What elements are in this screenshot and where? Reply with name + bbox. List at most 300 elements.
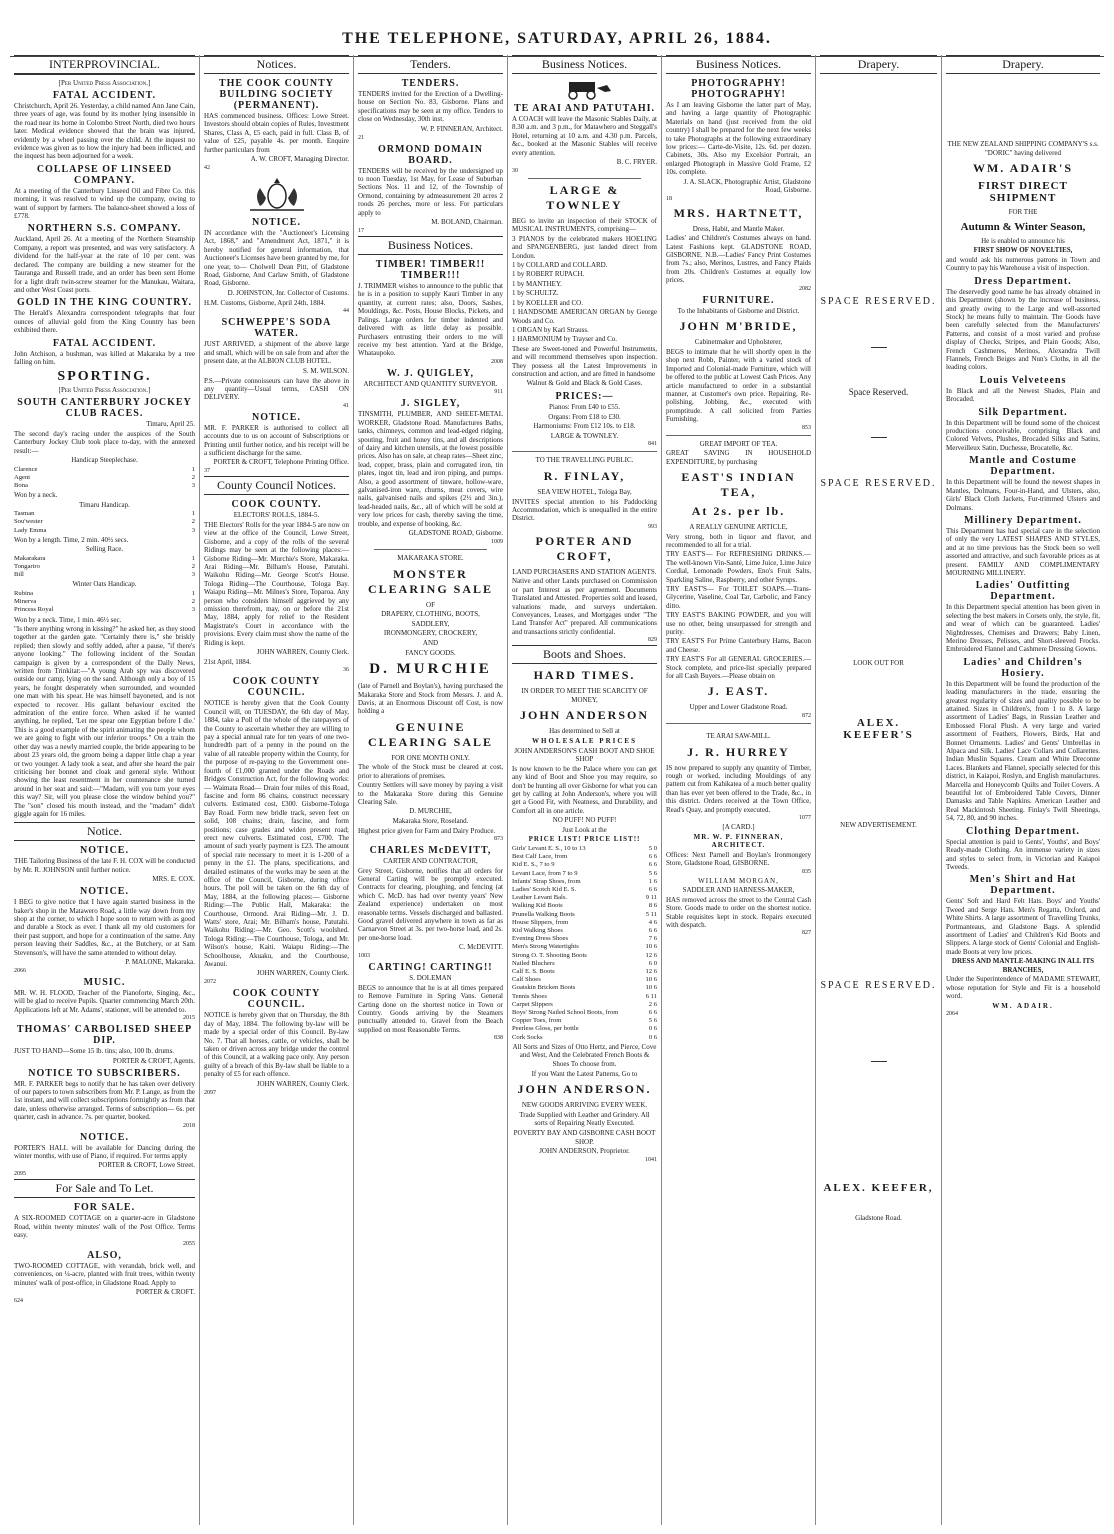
item-price: 2 6	[648, 1000, 657, 1008]
ad-number: 1041	[645, 1156, 657, 1163]
notice-title: SCHWEPPE'S SODA WATER.	[221, 317, 332, 340]
notice-title: [A CARD.]	[722, 823, 755, 832]
column-interprovincial	[10, 55, 200, 1525]
divider	[666, 723, 811, 724]
lookout-line: LOOK OUT FOR	[853, 658, 904, 667]
notice-title: THE COOK COUNTY BUILDING SOCIETY (PERMANENT).	[218, 78, 334, 111]
race-row	[14, 527, 195, 535]
notice-body: Ladies' and Children's Costumes always on hand. Latest Fashions kept. GLADSTONE ROAD, GISBORNE. N.B.—Ladies' Fancy Print Costumes from 7s.; also, Merinos, Lustres, and Fancy Plaids from 20s. Children's Costumes at equally low prices.	[666, 234, 811, 285]
notice-body: TENDERS will be received by the undersigned up to noon Tuesday, 1st May, for Lease of Suburban Sections Nos. 11 and 12, of the Township of Ormond, containing by admeasurement 20 acres 2 roods 26 perches, more or less. For particulars apply to	[358, 166, 503, 217]
instrument-item: 1 by SCHULTZ.	[512, 289, 559, 298]
notice-title: ALSO,	[87, 1249, 122, 1261]
price-row	[512, 845, 657, 853]
notice-body: These are Sweet-toned and Powerful Instruments, and will recommend themselves upon inspection. They possess all the Latest Improvements in construction and action, and are fitted in handsome	[512, 344, 657, 378]
notice-body: Offices: Next Parnell and Boylan's Ironmongery Store, Gladstone Road, GISBORNE.	[666, 850, 811, 868]
notice-title: COOK COUNTY.	[231, 499, 322, 511]
notice-title: NOTICE.	[80, 886, 129, 898]
department-title: Louis Velveteens	[979, 374, 1067, 386]
merchant-location: Gladstone Road.	[855, 1213, 902, 1222]
item-name: Leather Levant Bals.	[512, 894, 568, 902]
column-business-2	[662, 55, 816, 1525]
notice-body: MR. F. PARKER begs to notify that he has taken over delivery of our papers to town subscribers from Mr. P. Lange, as from the 1st instant, and will collect subscriptions fortnightly as from that date, unless otherwise arranged. Terms of subscription— 6s. per quarter, cash in advance. 7s. per quarter, booked.	[14, 1079, 195, 1122]
signature: JOHN WARREN, County Clerk.	[256, 648, 349, 657]
column-heading: Notices.	[204, 55, 349, 74]
merchant-name: ALEX. KEEFER'S	[843, 717, 914, 742]
department-title: Dress Department.	[974, 275, 1072, 287]
notice-body: BEG to invite an inspection of their STOCK of MUSICAL INSTRUMENTS, comprising—	[512, 217, 657, 234]
notice-title: GREAT IMPORT OF TEA.	[699, 439, 778, 448]
placing: 1	[191, 554, 195, 562]
item-price: 12 6	[645, 951, 657, 959]
department-title: Ladies' Outfitting Department.	[975, 580, 1071, 603]
newspaper-columns	[10, 55, 1104, 1525]
cases-line: Walnut & Gold and Black & Gold Cases.	[526, 379, 643, 388]
price-row	[512, 1017, 657, 1025]
department-body: In this Department will be found the newest shapes in Mantles, Dolmans, Four-in-Hand, and Ulsters, also, Girls' Black Cloth Jackets, Fur-trimmed Ulsters and Dolmans.	[946, 478, 1100, 512]
sale-goods-list	[358, 610, 503, 657]
section-heading-sporting: SPORTING.	[57, 369, 152, 385]
article-title: GOLD IN THE KING COUNTRY.	[17, 297, 192, 309]
department-body: In Black and all the Newest Shades, Plain and Brocaded.	[946, 386, 1100, 404]
notice-body: BEGS to announce that he is at all times prepared to Remove Furniture in Spring Vans. General Carting done on the shortest notice in Town or Country. Goods arriving by the Steamers punctually attended to. Gravel from the Beach supplied on most Reasonable Terms.	[358, 983, 503, 1034]
article-title: FATAL ACCIDENT.	[52, 337, 157, 349]
ad-number: 2015	[183, 1015, 195, 1022]
price-row	[512, 993, 657, 1001]
notice-body: HAS commenced business. Offices: Lowe Street. Investors should obtain copies of Rules, Investment Shares, Class A, £5 each, paid in full. Class B, of value of £25, payable 4s. per month. Enquire further particulars from	[204, 112, 349, 154]
notice-body: THE Tailoring Business of the late F. H. COX will be conducted by Mr. R. JOHNSON until further notice.	[14, 857, 195, 874]
merchant-name: JOHN M'BRIDE,	[679, 319, 798, 334]
merchant-name: EAST'S INDIAN TEA,	[681, 469, 796, 499]
signature: P. MALONE, Makaraka.	[125, 958, 195, 966]
notice-body: (late of Parnell and Boylan's), having purchased the Makaraka Store and Stock from Messrs. J. and A. Davis, at an Enormous Discount off Cost, is now holding a	[358, 682, 503, 716]
merchant-name: WM. ADAIR'S	[972, 161, 1073, 176]
placing: 1	[191, 510, 195, 518]
placing: 3	[191, 481, 195, 489]
item-name: Strong O. T. Shooting Boots	[512, 951, 587, 959]
ad-number: 2097	[204, 1089, 216, 1096]
price-row	[512, 911, 657, 919]
space-reserved: Space Reserved.	[848, 387, 909, 397]
article-title: SOUTH CANTERBURY JOCKEY CLUB RACES.	[17, 397, 192, 420]
item-price: 10 6	[645, 984, 657, 992]
department-title: Mantle and Costume Department.	[969, 455, 1077, 478]
price-item: Pianos: From £40 to £55.	[549, 402, 620, 411]
notice-title: NOTICE.	[252, 217, 301, 229]
price-row	[512, 935, 657, 943]
notice-title: MUSIC.	[83, 977, 126, 988]
ad-number: 2064	[946, 1011, 958, 1018]
department-body: In this Department will be found the production of the leading manufacturers in the trade, ensuring the greatest regularity of sizes and quality possible to be attained. Sizes in Children's, from 1 to 8. A large assortment of Ladies' Bags, in Russian Leather and Embossed Floral Plush. A very large and varied assortment of Feathers, Flowers, Birds, Hat and Bonnet Ornaments. Ladies' and Gents' Umbrellas in Alpaca and Silk. Ladies' Lace Collars and Collarettes. Indian Muslin Squares. Cream and White Dreconne Laces. Blankets and Flannel, specially selected for this district, in Kaiapoi, Roslyn, and English manufactures. Marcella and Honeycomb Quilts and Toilet Covers. A beautiful lot of Embroidered Table Covers, Dinner Damasks and Table Napkins. American Leather and Real Mackintosh Sheeting. Finlay's Twill Sheetings, 54, 72, 80, and 90 inches.	[946, 679, 1100, 823]
ad-number: 17	[358, 228, 364, 235]
merchant-name: LARGE & TOWNLEY	[546, 183, 623, 213]
price-item: Harmoniums: From £12 10s. to £18.	[533, 422, 636, 431]
item-name: Men's Strong Watertights	[512, 943, 579, 951]
race-name: Winter Oats Handicap.	[72, 580, 137, 589]
signature: MRS. E. COX.	[152, 875, 195, 884]
sale-duration: FOR ONE MONTH ONLY.	[391, 753, 470, 762]
signature: W. P. FINNERAN, Architect.	[420, 124, 503, 133]
race-row	[14, 563, 195, 571]
instrument-item: 1 by COLLARD and COLLARD.	[512, 261, 608, 270]
puff-line: NO PUFF! NO PUFF!	[552, 816, 617, 825]
divider	[871, 347, 887, 348]
race-note: Won by a length. Time, 2 min. 40½ secs.	[14, 535, 129, 544]
masthead-title: THE TELEPHONE, SATURDAY, APRIL 26, 1884.	[342, 30, 772, 47]
price-row	[512, 968, 657, 976]
notice-subtitle: A REALLY GENUINE ARTICLE,	[689, 522, 788, 531]
item-price: 4 6	[648, 918, 657, 926]
merchant-name: J. EAST.	[707, 684, 770, 699]
ad-number: 18	[666, 195, 672, 202]
article-title: FATAL ACCIDENT.	[52, 90, 157, 101]
price-list-heading: PRICE LIST! PRICE LIST!!	[528, 835, 641, 844]
notice-body: A COACH will leave the Masonic Stables Daily, at 8.30 a.m. and 3 p.m., for Matawhero and Steggall's Hotel, returning at 10 a.m. and 4.30 p.m. Parcels, &c., booked at the Masonic Stables will receive every attention.	[512, 115, 657, 157]
coach-icon	[555, 78, 615, 100]
item-name: Kid Walking Shoes	[512, 926, 563, 934]
item-name: Tennis Shoes	[512, 992, 547, 1000]
ad-number: 873	[494, 836, 503, 842]
masthead	[0, 0, 1114, 52]
notice-body: Trade Supplied with Leather and Grindery. All sorts of Repairing Neatly Executed.	[519, 1110, 650, 1128]
sale-goods-line: AND	[422, 638, 439, 647]
column-heading: Tenders.	[358, 55, 503, 74]
item-name: Infants' Strap Shoes, from	[512, 877, 581, 885]
instrument-item: 1 HARMONIUM by Trayser and Co.	[512, 335, 618, 344]
sale-of: OF	[426, 600, 435, 609]
item-price: 7 6	[648, 935, 657, 943]
merchant-name: JOHN ANDERSON	[519, 708, 649, 723]
item-price: 8 6	[648, 902, 657, 910]
notice-title: FOR SALE.	[73, 1202, 136, 1214]
price-row	[512, 984, 657, 992]
item-name: Boys' Strong Nailed School Boots, from	[512, 1009, 619, 1016]
notice-body: TWO-ROOMED COTTAGE, with verandah, brick well, and conveniences, on ¼-acre, planted with fruit trees, within twenty minutes' walk of post-office, in Gladstone Road. Apply to	[14, 1261, 195, 1287]
horse-name: Clarence	[14, 465, 38, 473]
item-price: 0 6	[648, 1033, 657, 1041]
item-name: Calf E. S. Boots	[512, 967, 555, 975]
ad-number: 2066	[14, 968, 26, 974]
instrument-item: 1 by KOELLER and CO.	[512, 298, 583, 307]
sale-goods-line: SADDLERY,	[411, 619, 450, 628]
merchant-name: MRS. HARTNETT,	[673, 205, 804, 220]
ad-number: 30	[512, 168, 518, 175]
race-row	[14, 518, 195, 526]
dateline: 21st April, 1884.	[204, 658, 252, 667]
try-easts-item: TRY EAST'S BAKING POWDER, and you will use no other, being unsurpassed for strength and purity.	[666, 611, 811, 636]
item-price: 10 6	[645, 976, 657, 984]
department-body: In this Department will be found some of the choicest productions conceivable, comprising Black and Colored Velvets, Plushes, Brocaded Silks and Satins, Merveilleux Satin, Duchesse, Brocatelle, &c.	[946, 418, 1100, 452]
item-price: 5 6	[648, 1017, 657, 1025]
instrument-list	[512, 235, 657, 344]
tea-price: At 2s. per lb.	[691, 503, 786, 518]
signature: JOHN ANDERSON, Proprietor.	[539, 1147, 630, 1156]
notice-body: TENDERS invited for the Erection of a Dwelling-house on Section No. 83, Gisborne. Plans and specifications may be seen at my office. Tenders to close on Wednesday, 30th inst.	[358, 90, 503, 124]
horse-name: Tongariro	[14, 562, 40, 570]
notice-body: J. TRIMMER wishes to announce to the public that he is in a position to supply Kauri Timber in any quantity, at current rates; also, Doors, Sashes, Mouldings, &c. Posts, House Blocks, Pickets, and Palings. Large orders for timber indented and delivered with as little delay as possible. Purchasers entrusting their orders to me will receive my best attention. Yard at the Bridge, Whataupoko.	[358, 282, 503, 358]
signature: GLADSTONE ROAD, Gisborne.	[408, 529, 503, 537]
item-name: Girls' Levant E. S., 10 to 13	[512, 844, 586, 852]
notice-body: Has determined to Sell at	[549, 727, 620, 736]
sale-goods-line: IRONMONGERY, CROCKERY,	[383, 629, 478, 638]
ad-number: 853	[802, 424, 811, 431]
notice-subtitle: CARTER AND CONTRACTOR,	[383, 857, 478, 865]
notice-title: NOTICE.	[80, 1131, 129, 1143]
item-price: 6 6	[648, 926, 657, 934]
notice-title: HARD TIMES.	[533, 668, 636, 683]
item-price: 6 0	[648, 959, 657, 967]
ad-number: 41	[343, 402, 349, 409]
item-price: 5 6	[648, 869, 657, 877]
column-heading: Business Notices.	[666, 55, 811, 74]
race-table	[14, 590, 195, 615]
ad-number: 42	[204, 165, 210, 172]
signature: LARGE & TOWNLEY.	[550, 431, 619, 440]
ad-number: 37	[204, 468, 210, 475]
horse-name: Bill	[14, 571, 24, 579]
price-row	[512, 902, 657, 910]
item-price: 9 11	[645, 894, 657, 902]
column-heading: Business Notices.	[512, 55, 657, 74]
instrument-item: 1 by MANTHEY.	[512, 279, 562, 288]
notice-title: NOTICE TO SUBSCRIBERS.	[28, 1067, 181, 1079]
article-body: "Is there anything wrong in kissing?" he asked her, as they stood together at the garden gate. "Certainly there is," she briskly replied; then slowly and softly added, after a pause, "if there's anyone looking." The following incident of the Soudan campaign is given by a correspondent of the Daily News, written from Trinkitat:—"A young Arab spy was discovered outside our camp, lying on the sand. Although only a boy of 15 years, he fought desperately when surrounded, and wounded one man with his spear. He was himself bayoneted, and is not expected to recover. His gallant behaviour excited the admiration of the entire force. When asked if he wanted anything, he replied, 'Let me spear one Egyptian before I die.' This is a good example of the spirit animating the people whom we are going to fight with our inferior troops." On a train the other day was a newly married couple, the bride appearing to be about 23 years old, the groom being a dapper little chap a year or two younger. A lady took a seat, and after she heard the pair criticising her bonnet and cloak and general style. Without showing the least resentment in her countenance she turned around in her seat and said:—"Madam, will you turn your eyes this way? Sir, will you please close the window behind you?" The "son" closed his mouth instead, and the "madam" didn't giggle again for 16 miles.	[14, 625, 195, 818]
notice-body: Native and other Lands purchased on Commission or part Interest as per agreement. Documents Translated and Attested. Properties sold and leased, valuations made, and surveys undertaken. Conveyances, Leases, and Mortgages under "The Land Transfer Act" prepared. All communications and transactions strictly confidential.	[512, 577, 657, 636]
notice-body: THE NEW ZEALAND SHIPPING COMPANY'S s.s. "DORIC" having delivered	[947, 140, 1099, 157]
shipment-headline: FIRST DIRECT SHIPMENT	[978, 180, 1068, 205]
item-name: Cork Socks	[512, 1033, 543, 1041]
race-note: Won by a neck. Time, 1 min. 46½ sec.	[14, 615, 122, 624]
signature: PORTER & CROFT, Telephone Printing Office.	[213, 458, 349, 467]
item-name: Prunella Walking Boots	[512, 910, 575, 918]
space-reserved: SPACE RESERVED.	[820, 296, 937, 307]
notice-body: IN accordance with the "Auctioneer's Licensing Act, 1868," and "Amendment Act, 1871," it is hereby notified for general information, that Auctioneer's Licenses have been granted by me, for one year, to— Cholwell Dean Pitt, of Gladstone Road, Gisborne, And Carlaw Smith, of Gladstone Road, Gisborne.	[204, 229, 349, 288]
notice-body: If you Want the Latest Patterns, Go to	[531, 1069, 638, 1078]
notice-body: Very strong, both in liquor and flavor, and recommended to all for a trial.	[666, 532, 811, 549]
notice-body: JUST ARRIVED, a shipment of the above large and small, which will be on sale from and after the present date, at the ALBION CLUB HOTEL.	[204, 340, 349, 366]
race-row	[14, 482, 195, 490]
notice-body: As I am leaving Gisborne the latter part of May, and having a large quantity of Photographic Materials on hand (just received from the old country) I shall be prepared for the next few weeks to take Photographs at the following extraordinary low prices:— Carte-de-Visite, 12s. 6d. per dozen. Cabinets, 30s. Also my Excelsior Portrait, an enlarged Photograph in Massive Gold Frame, £2 10s. complete.	[666, 101, 811, 177]
department-list	[946, 276, 1100, 956]
column-drapery-adair	[942, 55, 1104, 1525]
race-row	[14, 571, 195, 579]
column-notices	[200, 55, 354, 1525]
price-row	[512, 894, 657, 902]
article-body: The second day's racing under the auspices of the South Canterbury Jockey Club took place to-day, with the annexed result:—	[14, 429, 195, 455]
ad-number: 1003	[358, 953, 370, 960]
column-heading: Drapery.	[946, 55, 1100, 74]
item-name: Walking Kid Boots	[512, 902, 563, 910]
notice-title: COOK COUNTY COUNCIL.	[232, 676, 321, 699]
shop-name: POVERTY BAY AND GISBORNE CASH BOOT SHOP.	[513, 1128, 656, 1146]
item-price: 6 6	[648, 885, 657, 893]
horse-name: Rubina	[14, 589, 34, 597]
price-item: Organs: From £18 to £30.	[548, 412, 621, 421]
article-body: The Herald's Alexandra correspondent telegraphs that four ounces of alluvial gold from the King Country has been exhibited there.	[14, 309, 195, 335]
notice-body: Country Settlers will save money by paying a visit to the Makaraka Store during this Genuine Clearing Sale.	[358, 781, 503, 806]
article-title: COLLAPSE OF LINSEED COMPANY.	[36, 163, 173, 186]
horse-name: Lady Emma	[14, 526, 47, 534]
item-name: Evening Dress Shoes	[512, 935, 569, 943]
placing: 2	[191, 562, 195, 570]
notice-title: TE ARAI AND PATUTAHI.	[513, 103, 655, 114]
placing: 2	[191, 473, 195, 481]
race-row	[14, 598, 195, 606]
notice-body: Under the Superintendence of MADAME STEWART, whose reputation for Style and Fit is a household word.	[946, 975, 1100, 1001]
source-line: [Per United Press Association.]	[58, 79, 151, 87]
column-tenders	[354, 55, 508, 1525]
notice-body: JUST TO HAND—Some 15 lb. tins; also, 100 lb. drums.	[14, 1047, 175, 1056]
notice-subtitle: S. DOLEMAN	[409, 974, 452, 983]
ad-number: 829	[648, 637, 657, 644]
article-title: NORTHERN S.S. COMPANY.	[27, 223, 182, 235]
ad-number: 2055	[183, 1240, 195, 1247]
notice-title: W. J. QUIGLEY,	[387, 367, 474, 379]
price-row	[512, 853, 657, 861]
notice-body: NOTICE is hereby given that on Thursday, the 8th day of May, 1884. The following by-law will be made by a special order of this Council. By-law No. 7. That all horses, cattle, or vehicles, shall be taken or driven across any bridge under the control of this Council, at a walking pace only. Any person guilty of a breach of this By-law shall be liable to a penalty of £5 for each offence.	[204, 1011, 349, 1079]
race-row	[14, 474, 195, 482]
signature: PORTER & CROFT.	[135, 1287, 195, 1296]
notice-title: TO THE TRAVELLING PUBLIC.	[535, 456, 634, 465]
merchant-location: Makaraka Store, Roseland.	[392, 817, 469, 825]
notice-title: NOTICE.	[80, 845, 129, 857]
price-row	[512, 861, 657, 869]
try-easts-item: TRY EAST'S— For TOILET SOAPS.—Trans-Glycerine, Vaseline, Coal Tar, Carbolic, and Fancy ditto.	[666, 584, 811, 610]
department-body: Gents' Soft and Hard Felt Hats. Boys' and Youths' Tweed and Serge Hats. Men's Regatta, Oxford, and White Shirts. A large assortment of Travelling Trunks, Portmanteaus, and Gladstone Bags. A splendid assortment of Ladies' and Children's Kid Boots and Slippers. A large stock of Gents' Colonial and English-made Boots at very low prices.	[946, 897, 1100, 956]
sale-headline: GENUINE CLEARING SALE	[367, 719, 494, 749]
merchant-name: PORTER AND CROFT,	[535, 533, 634, 563]
signature: J. A. SLACK, Photographic Artist, Gladstone Road, Gisborne.	[683, 177, 811, 194]
ad-number: 2072	[204, 979, 216, 986]
instrument-item: 1 HANDSOME AMERICAN ORGAN by George Woods and Co.	[512, 308, 657, 325]
item-name: Carpet Slippers	[512, 1000, 553, 1008]
notice-body: I BEG to give notice that I have again started business in the baker's shop in the Matawero Road, a little way down from my shop at the corner, to which I hope soon to return with as good and durable a Stock as ever. I thank all my old customers for their past support, and hope for a continuation of the same. Any person leaving their Saddles, &c., at the Butchery, or at Sam Stevenson's, will have the same attended to without delay.	[14, 898, 195, 957]
notice-title: TENDERS.	[401, 78, 460, 89]
department-title: Men's Shirt and Hat Department.	[969, 874, 1077, 897]
column-heading: Drapery.	[820, 55, 937, 74]
merchant-name: ALEX. KEEFER,	[823, 1181, 934, 1194]
notice-title: CARTING! CARTING!!	[368, 962, 493, 974]
placing: 3	[191, 571, 195, 579]
notice-body: Highest price given for Farm and Dairy Produce.	[358, 826, 496, 835]
department-body: Special attention is paid to Gents', Youths', and Boys' Ready-made Clothing. An immense variety in sizes and styles to select from, in Victorian and Kaiapoi Tweeds.	[946, 837, 1100, 871]
race-row	[14, 590, 195, 598]
notice-body: GREAT SAVING IN HOUSEHOLD EXPENDITURE, by purchasing	[666, 449, 811, 466]
signature: PORTER & CROFT, Agents.	[112, 1056, 195, 1065]
royal-arms-icon	[242, 174, 312, 214]
article-body: Christchurch, April 26. Yesterday, a child named Ann Jane Cain, three years of age, was found by its mother lying insensible in the road near its home in Colombo Street North, died two hours later. Medical evidence showed that the brain was injured, evidently by a wheel passing over the child. At the inquest no evidence was given as to how the injury had been inflicted, and the inquest has been adjourned for a week.	[14, 102, 195, 161]
ad-number: 2095	[14, 1171, 26, 1178]
race-note: Won by a neck.	[14, 491, 58, 500]
notice-title: TE ARAI SAW-MILL.	[706, 732, 771, 741]
novelties-line: FIRST SHOW OF NOVELTIES,	[973, 246, 1073, 255]
price-row	[512, 878, 657, 886]
race-row	[14, 510, 195, 518]
merchant-name: R. FINLAY,	[543, 468, 626, 483]
horse-name: Princess Royal	[14, 606, 54, 614]
department-title: Silk Department.	[978, 406, 1068, 418]
notice-body: Is now known to be the Palace where you can get any kind of Boot and Shoe you may require, so don't be hunting all over Gisborne for what you can get by calling at John Anderson's, where you will get a Good Fit, with Neatness, and Durability, and Comfort all in one article.	[512, 764, 657, 815]
item-name: Ladies' Scotch Kid E. S.	[512, 885, 577, 893]
horse-name: Tasman	[14, 510, 35, 518]
signature: D. JOHNSTON, Jnr. Collector of Customs.	[227, 288, 349, 297]
section-heading-county: County Council Notices.	[204, 476, 349, 495]
item-name: Goatskin Bricken Boots	[512, 984, 576, 992]
postscript: P.S.—Private connoisseurs can have the above in any quantity—Usual terms, CASH ON DELIVERY.	[204, 376, 349, 402]
price-row	[512, 886, 657, 894]
race-name: Handicap Steeplechase.	[71, 455, 138, 464]
merchant-name: D. MURCHIE	[369, 661, 492, 678]
department-title: Clothing Department.	[966, 825, 1080, 837]
price-list	[512, 403, 657, 431]
divider	[512, 451, 657, 452]
race-table	[14, 555, 195, 580]
price-row	[512, 952, 657, 960]
race-row	[14, 555, 195, 563]
item-name: Peerless Gloss, per bottle	[512, 1025, 579, 1033]
notice-body: MR. W. H. FLOOD, Teacher of the Pianoforte, Singing, &c., will be glad to receive Pupils. Quarter commencing March 20th. Applications left at Mr. Adams', stationer, will be attended to.	[14, 989, 195, 1014]
notice-body: THE Electors' Rolls for the year 1884-5 are now on view at the office of the Council, Lowe Street, Gisborne, and a copy of the rolls of the several Ridings may be seen at the following places:— Gisborne Riding—Mr. Murchie's Store, Makaraka. Arai Riding—Mr. Bilham's House, Patutahi. Waikohu Riding—Mr. George Scott's House. Tologa Riding—The Courthouse, Tologa Bay. Waiapu Riding—Mr. Milnes's Store, Toparoa. Any person who considers himself aggrieved by any omission therefrom, may, on or before the 21st May, 1884, apply for relief to the Resident Magistrate's Court in accordance with the provisions. Every claim must show the name of the Riding is kept.	[204, 520, 349, 647]
instrument-item: 1 ORGAN by Karl Strauss.	[512, 325, 589, 334]
item-price: 1 6	[648, 877, 657, 885]
instrument-item: 1 by ROBERT RUPACH.	[512, 270, 585, 279]
department-body: The deservedly good name he has already obtained in this Department (shown by the increase of business, and greatly owing to the Large and well-assorted Stock) he means fully to maintain. The Goods have been carefully selected from the Manufacturers' Patterns, and consist of a most varied and profuse display of Checks, Stripes, and Plain Goods; Also, French Cashmeres, Merinos, Alexandra Twill Flannels, French Beiges and Nun's Cloths, in all the leading colors.	[946, 287, 1100, 372]
placing: 1	[191, 589, 195, 597]
signature: M. BOLAND, Chairman.	[431, 218, 503, 227]
article-body: At a meeting of the Canterbury Linseed Oil and Fibre Co. this morning, it was resolved to wind up the company, owing to want of support by farmers. The balance-sheet showed a loss of £778.	[14, 186, 195, 221]
notice-title: ORMOND DOMAIN BOARD.	[378, 143, 483, 166]
ad-number: 835	[802, 868, 811, 875]
department-body: This Department has had special care in the selection of only the very LATEST SHAPES AND STYLES, and at no time previous has the Stock been so well assorted and attractive, and such favorable prices as at present. FAMILY AND COMPLIMENTARY MOURNING MILLINERY.	[946, 526, 1100, 577]
notice-title: PHOTOGRAPHY! PHOTOGRAPHY!	[691, 78, 786, 100]
sale-goods-line: DRAPERY, CLOTHING, BOOTS,	[381, 610, 480, 619]
item-price: 6 11	[645, 992, 657, 1000]
price-row	[512, 1009, 657, 1017]
try-easts-item: TRY EAST'S For all GENERAL GROCERIES.—Stock complete, and price-list specially prepared for all Cash Buyers.—Please obtain on	[666, 655, 811, 681]
notice-title: THOMAS' CARBOLISED SHEEP DIP.	[16, 1024, 193, 1047]
notice-body: MR. F. PARKER is authorised to collect all accounts due to us on account of Subscriptions or Printing until further notice, and his receipt will be a sufficient discharge for the same.	[204, 423, 349, 457]
notice-body: A SIX-ROOMED COTTAGE on a quarter-acre in Gladstone Road, within twenty minutes' walk of the Post Office. Terms easy.	[14, 1214, 195, 1240]
try-easts-item: TRY EAST'S For Prime Canterbury Hams, Bacon and Cheese.	[666, 637, 811, 654]
notice-title: FURNITURE.	[702, 294, 775, 306]
section-heading-business: Business Notices.	[358, 236, 503, 255]
notice-subtitle: IN ORDER TO MEET THE SCARCITY OF MONEY,	[521, 687, 648, 704]
signature: A. W. CROFT, Managing Director.	[250, 155, 349, 164]
notice-body: ARCHITECT AND QUANTITY SURVEYOR.	[363, 379, 498, 388]
merchant-name: JOHN ANDERSON.	[517, 1082, 652, 1097]
sale-goods-line: FANCY GOODS.	[405, 648, 456, 657]
placing: 3	[191, 606, 195, 614]
item-price: 6 6	[648, 853, 657, 861]
for-line: FOR THE	[1008, 208, 1038, 217]
notice-body: and would ask his numerous patrons in Town and Country to pay his Warehouse a visit of inspection.	[946, 255, 1100, 273]
signature: B. C. FRYER.	[616, 158, 657, 167]
ad-number: 2018	[183, 1122, 195, 1129]
price-row	[512, 1001, 657, 1009]
ad-number: 2082	[799, 285, 811, 292]
notice-title: TIMBER! TIMBER!! TIMBER!!!	[375, 259, 486, 282]
price-row	[512, 960, 657, 968]
ad-number: 21	[358, 134, 364, 141]
notice-subtitle: Cabinetmaker and Upholsterer,	[694, 338, 783, 347]
item-price: 12 6	[645, 967, 657, 975]
price-row	[512, 1025, 657, 1033]
item-price: 5 11	[645, 910, 657, 918]
column-drapery-reserved	[816, 55, 942, 1525]
placing: 2	[191, 518, 195, 526]
notice-body: All Sorts and Sizes of Otto Hertz, and Pierce, Cove and West, And the Celebrated French Boots & Shoes To choose from.	[512, 1042, 657, 1068]
race-name: Timaru Handicap.	[79, 500, 130, 509]
notice-body: The whole of the Stock must be cleared at cost, prior to alterations of premises.	[358, 763, 503, 780]
